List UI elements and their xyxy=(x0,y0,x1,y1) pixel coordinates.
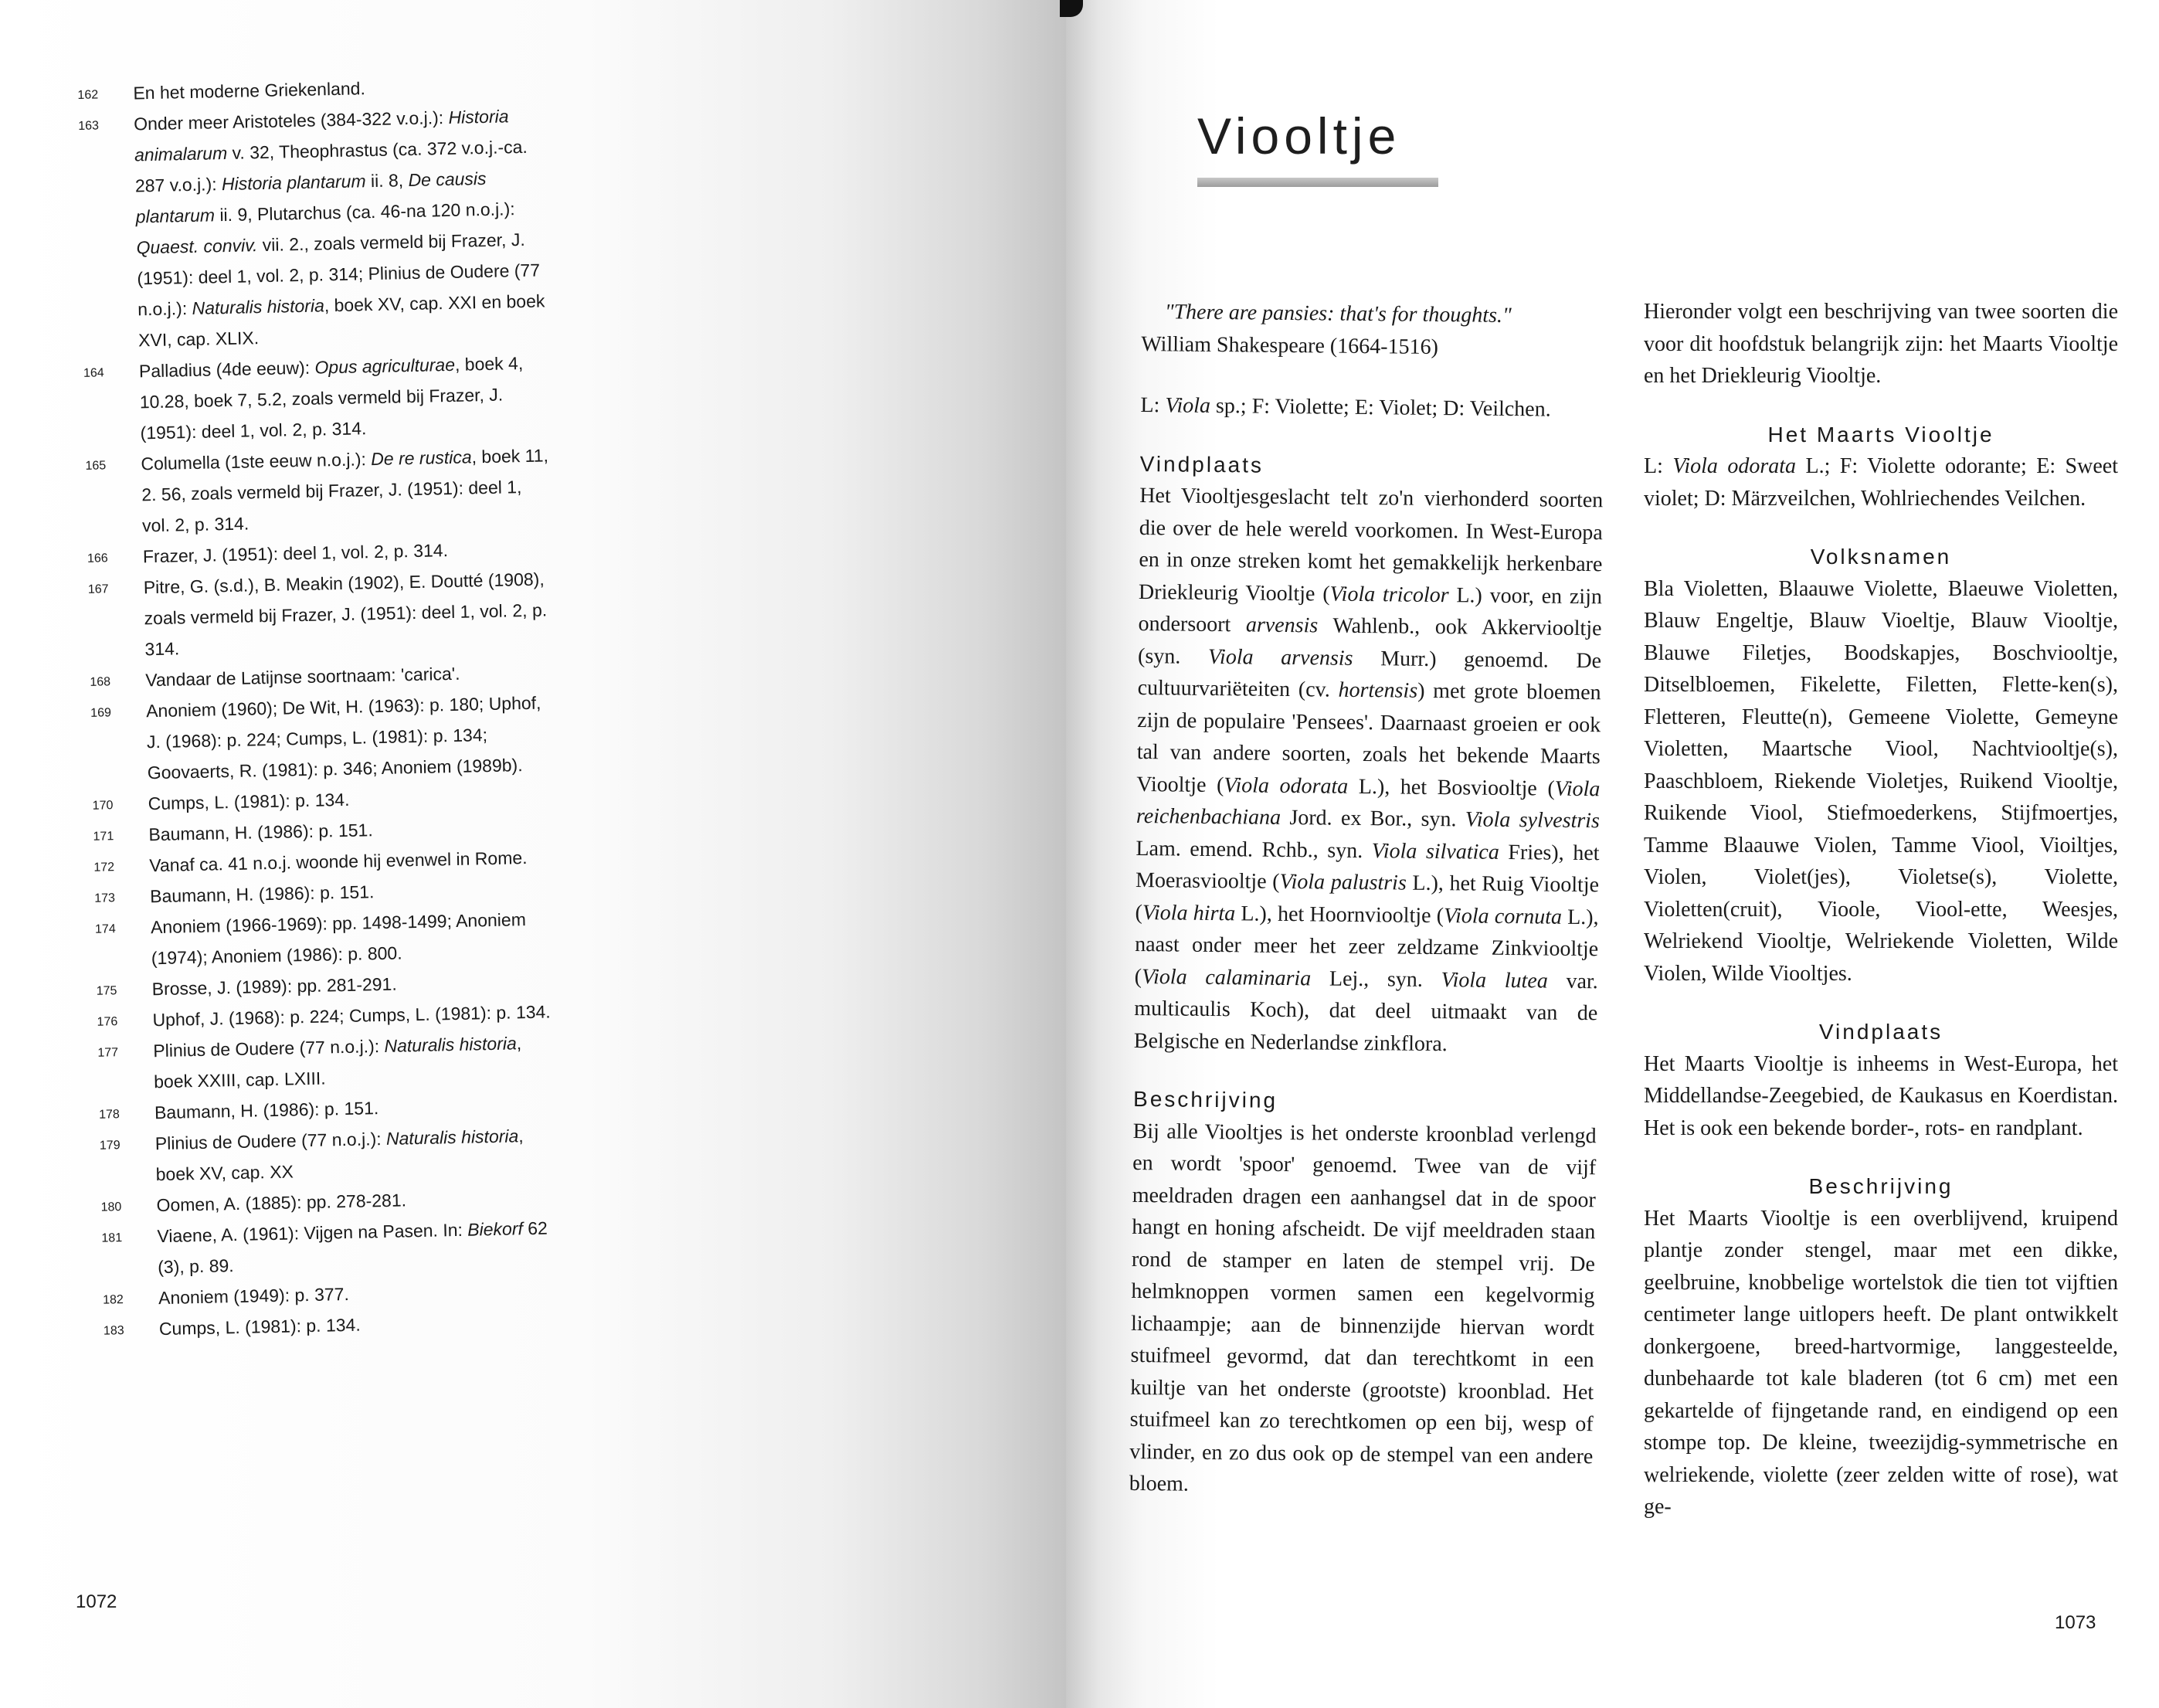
footnote-number: 180 xyxy=(100,1200,122,1214)
footnote-text: Columella (1ste eeuw n.o.j.): De re rustica, boek 11, 2. 56, zoals vermeld bij Frazer, J. (1951): deel 1, vol. 2, p. 314. xyxy=(141,445,549,536)
footnote xyxy=(95,903,560,975)
footnote-text: Oomen, A. (1885): pp. 278-281. xyxy=(156,1190,407,1216)
section-heading-volksnamen: Volksnamen xyxy=(1810,545,1952,569)
maarts-names-line: L: Viola odorata L.; F: Violette odorante; E: Sweet violet; D: Märzveilchen, Wohlriechendes Veilchen. xyxy=(1644,454,2118,511)
text-column-right xyxy=(1644,296,2118,1523)
footnote-text: Vandaar de Latijnse soortnaam: 'carica'. xyxy=(145,663,460,691)
footnote xyxy=(90,687,555,789)
footnote-text: Anoniem (1960); De Wit, H. (1963): p. 180; Uphof, J. (1968): p. 224; Cumps, L. (1981): p. 134; Goovaerts, R. (1981): p. 346; Anoniem (1989b). xyxy=(145,692,541,783)
section-heading-beschrijving-2: Beschrijving xyxy=(1808,1174,1954,1198)
footnote xyxy=(101,1212,566,1284)
footnote-number: 179 xyxy=(99,1139,121,1153)
left-page xyxy=(0,0,1066,1708)
footnote-text: Cumps, L. (1981): p. 134. xyxy=(148,789,350,814)
footnote-text: Onder meer Aristoteles (384-322 v.o.j.): Historia animalarum v. 32, Theophrastus (ca. 372 v.o.j.-ca. 287 v.o.j.): Historia plantarum ii. 8, De causis plantarum ii. 9, Plutarchus (ca. 46-na 120 n.o.j.): Quaest. conviv. vii. 2., zoals vermeld bij Frazer, J. (1951): deel 1, vol. 2, p. 314; Plinius de Oudere (77 n.o.j.): Naturalis historia, boek XV, cap. XXI en boek XVI, cap. XLIX. xyxy=(133,106,545,351)
footnote-number: 172 xyxy=(93,861,115,874)
footnote xyxy=(87,563,552,666)
footnote-number: 166 xyxy=(87,552,108,565)
footnote-number: 170 xyxy=(92,799,114,813)
section-heading-beschrijving: Beschrijving xyxy=(1132,1086,1278,1112)
footnote-number: 182 xyxy=(102,1293,124,1307)
footnote xyxy=(97,1027,562,1098)
chapter-title: Viooltje xyxy=(1197,107,1401,165)
page-number-left: 1072 xyxy=(76,1591,117,1612)
footnote xyxy=(99,1119,564,1191)
footnote-number: 164 xyxy=(83,366,104,380)
footnote-text: Vanaf ca. 41 n.o.j. woonde hij evenwel in Rome. xyxy=(149,847,528,876)
epigraph-quote: "There are pansies: that's for thoughts." xyxy=(1164,300,1512,328)
section-heading-vindplaats-2: Vindplaats xyxy=(1818,1020,1943,1044)
footnote-text: En het moderne Griekenland. xyxy=(133,78,366,104)
footnote-text: Anoniem (1966-1969): pp. 1498-1499; Anoniem (1974); Anoniem (1986): p. 800. xyxy=(150,909,527,969)
footnote-text: Viaene, A. (1961): Vijgen na Pasen. In: Biekorf 62 (3), p. 89. xyxy=(157,1217,548,1278)
section-heading-maarts-viooltje: Het Maarts Viooltje xyxy=(1767,422,1994,447)
page-number-right: 1073 xyxy=(2055,1612,2096,1633)
footnote-text: Plinius de Oudere (77 n.o.j.): Naturalis historia, boek XV, cap. XX xyxy=(154,1126,524,1185)
beschrijving-text: Bij alle Viooltjes is het onderste kroonblad verlengd en wordt 'spoor' genoemd. Twee van de vijf meeldraden dragen een aanhangsel dat in de spoor hangt en honing afscheidt. De vijf meeldraden staan rond de stamper en laten de stempel vrij. De helmknoppen vormen samen een kegelvormig lichaampje; aan de binnenzijde hiervan wordt stuifmeel gevormd, dat dan terechtkomt in een kuiltje van het onderste (grootste) kroonblad. Het stuifmeel kan zo terechtkomen op een bij, wesp of vlinder, en zo dus ook op de stempel van een andere bloem. xyxy=(1129,1119,1597,1496)
section-heading-vindplaats: Vindplaats xyxy=(1139,451,1265,477)
footnote-number: 163 xyxy=(78,119,100,133)
text-column-left xyxy=(1129,296,1605,1505)
footnote-text: Cumps, L. (1981): p. 134. xyxy=(158,1314,361,1340)
footnote-number: 178 xyxy=(98,1108,120,1122)
footnote-number: 183 xyxy=(103,1324,124,1338)
intro-paragraph: Hieronder volgt een beschrijving van twee soorten die voor dit hoofdstuk belangrijk zijn: het Maarts Viooltje en het Driekleurig Viooltje. xyxy=(1644,300,2118,388)
footnote-number: 169 xyxy=(90,706,112,720)
footnote-text: Baumann, H. (1986): p. 151. xyxy=(148,820,373,845)
footnote xyxy=(83,347,548,450)
footnote-text: Frazer, J. (1951): deel 1, vol. 2, p. 314. xyxy=(142,540,449,567)
title-rule xyxy=(1197,178,1438,187)
footnote-text: Pitre, G. (s.d.), B. Meakin (1902), E. Doutté (1908), zoals vermeld bij Frazer, J. (1951): deel 1, vol. 2, p. 314. xyxy=(143,569,548,660)
epigraph-author: William Shakespeare (1664-1516) xyxy=(1141,331,1439,359)
footnote-text: Brosse, J. (1989): pp. 281-291. xyxy=(151,973,397,1000)
footnote-text: Baumann, H. (1986): p. 151. xyxy=(149,881,375,907)
footnote-number: 176 xyxy=(97,1015,118,1029)
footnote-number: 174 xyxy=(94,922,116,936)
footnote-number: 165 xyxy=(85,459,107,473)
footnote-text: Palladius (4de eeuw): Opus agriculturae, boek 4, 10.28, boek 7, 5.2, zoals vermeld bij Frazer, J. (1951): deel 1, vol. 2, p. 314. xyxy=(138,352,524,443)
vindplaats-text: Het Viooltjesgeslacht telt zo'n vierhonderd soorten die over de hele wereld voorkomen. In West-Europa en in onze streken komt het gemakkelijk herkenbare Driekleurig Viooltje (Viola tricolor L.) voor, en zijn ondersoort arvensis Wahlenb., ook Akkerviooltje (syn. Viola arvensis Murr.) genoemd. De cultuurvariëteiten (cv. hortensis) met grote bloemen zijn de populaire 'Pensees'. Daarnaast groeien er ook tal van andere soorten, zoals het bekende Maarts Viooltje (Viola odorata L.), het Bosviooltje (Viola reichenbachiana Jord. ex Bor., syn. Viola sylvestris Lam. emend. Rchb., syn. Viola silvatica Fries), het Moerasviooltje (Viola palustris L.), het Ruig Viooltje (Viola hirta L.), het Hoornviooltje (Viola cornuta L.), naast onder meer het zeer zeldzame Zinkviooltje (Viola calaminaria Lej., syn. Viola lutea var. multicaulis Koch), dat deel uitmaakt van de Belgische en Nederlandse zinkflora. xyxy=(1133,483,1604,1056)
footnote-number: 171 xyxy=(93,830,114,844)
footnote-number: 167 xyxy=(87,582,109,596)
footnote-number: 162 xyxy=(77,88,99,102)
footnote xyxy=(85,440,550,542)
beschrijving-2-text: Het Maarts Viooltje is een overblijvend, kruipend plantje zonder stengel, maar met een dikke, geelbruine, knobbelige wortelstok die tien tot vijftien centimeter lange uitlopers heeft. De plant ontwikkelt donkergoene, breed-hartvormige, langgesteelde, dunbehaarde tot kale bladeren (tot 6 cm) met een gekartelde of fijngetande rand, en eindigend op een stompe top. De kleine, tweezijdig-symmetrische en welriekende, violette (zeer zelden witte of rose), wat ge- xyxy=(1644,1206,2118,1519)
vindplaats-2-text: Het Maarts Viooltje is inheems in West-Europa, het Middellandse-Zeegebied, de Kaukasus en Koerdistan. Het is ook een bekende border-, rots- en randplant. xyxy=(1644,1051,2118,1140)
footnote-text: Plinius de Oudere (77 n.o.j.): Naturalis historia, boek XXIII, cap. LXIII. xyxy=(153,1033,522,1092)
footnote xyxy=(78,100,547,356)
footnote-number: 177 xyxy=(97,1046,119,1060)
footnote-text: Baumann, H. (1986): p. 151. xyxy=(154,1098,379,1123)
footnote-number: 181 xyxy=(101,1231,123,1245)
footnote-number: 175 xyxy=(96,984,117,998)
volksnamen-text: Bla Violetten, Blaauwe Violette, Blaeuwe Violetten, Blauw Engeltje, Blauw Vioeltje, Blauw Viooltje, Blauwe Filetjes, Boodskapjes, Boschviooltje, Ditselbloemen, Fikelette, Filetten, Flette-ken(s), Fletteren, Fleutte(n), Gemeene Violette, Gemeyne Violetten, Maartsche Viool, Nachtviooltje(s), Paaschbloem, Riekende Violetjes, Ruikend Viooltje, Ruikende Viool, Stiefmoederkens, Stijfmoertjes, Tamme Blaauwe Violen, Tamme Viool, Vioiltjes, Violen, Violet(jes), Violetse(s), Violette, Violetten(cruit), Vioole, Viool-ette, Weesjes, Welriekend Viooltje, Welriekende Violetten, Wilde Violen, Wilde Viooltjes. xyxy=(1644,576,2118,986)
footnote-text: Anoniem (1949): p. 377. xyxy=(158,1283,350,1309)
footnote-number: 173 xyxy=(94,891,116,905)
footnote-number: 168 xyxy=(90,675,111,689)
footnotes-list xyxy=(77,69,567,1345)
footnote-text: Uphof, J. (1968): p. 224; Cumps, L. (1981): p. 134. xyxy=(152,1001,551,1031)
names-line: L: Viola sp.; F: Violette; E: Violet; D: Veilchen. xyxy=(1140,392,1551,422)
